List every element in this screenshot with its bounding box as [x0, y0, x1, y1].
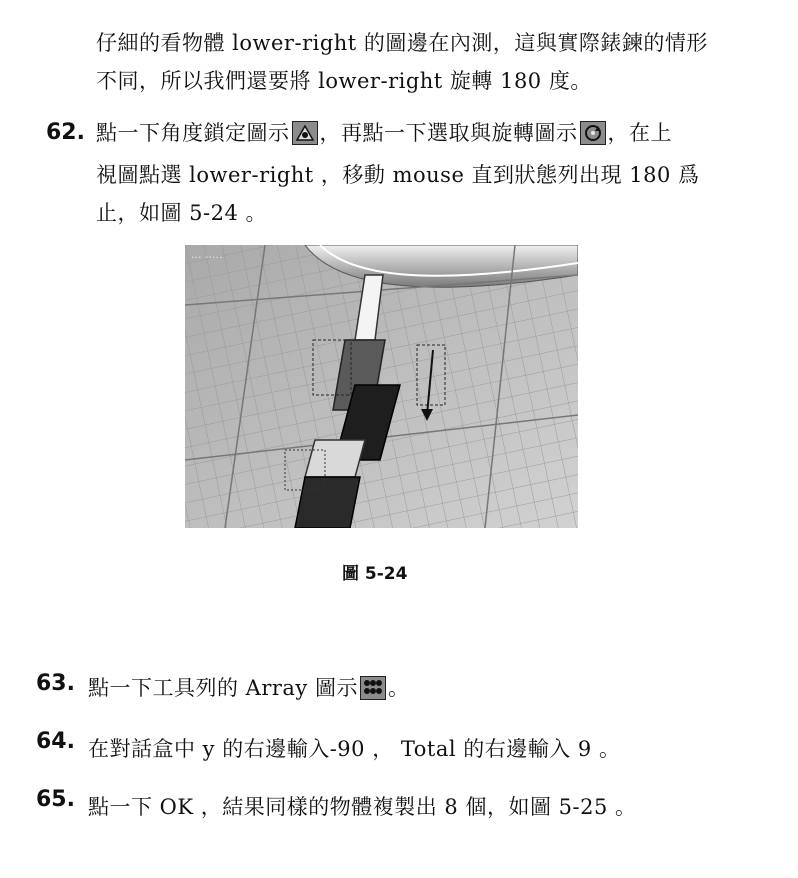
step-64-number: 64.	[36, 729, 75, 754]
select-rotate-icon	[580, 121, 606, 145]
step-62-number: 62.	[46, 120, 85, 145]
step-62-line-1	[96, 118, 672, 148]
step-62-line-3: 止，如圖 5-24 。	[96, 201, 268, 225]
intro-line-2: 不同，所以我們還要將 lower-right 旋轉 180 度。	[96, 69, 592, 93]
array-icon	[360, 676, 386, 700]
viewport-render	[185, 245, 578, 528]
angle-lock-icon	[292, 121, 318, 145]
svg-text:··· ·····: ··· ·····	[191, 251, 223, 264]
intro-line-1: 仔細的看物體 lower-right 的圖邊在內測，這與實際錶鍊的情形	[96, 31, 708, 55]
step-65-line: 點一下 OK ，結果同樣的物體複製出 8 個，如圖 5-25 。	[88, 795, 637, 819]
figure-caption: 圖 5-24	[342, 564, 408, 584]
step-63-number: 63.	[36, 671, 75, 696]
figure-5-24-viewport	[185, 245, 578, 528]
step-62-line-2: 視圖點選 lower-right ，移動 mouse 直到狀態列出現 180 爲	[96, 163, 700, 187]
step-63-line	[88, 673, 409, 703]
step-62-text-b: ，再點一下選取與旋轉圖示	[319, 121, 578, 145]
step-64-line: 在對話盒中 y 的右邊輸入-90 ， Total 的右邊輸入 9 。	[88, 737, 621, 761]
step-65-number: 65.	[36, 787, 75, 812]
step-62-text-c: ，在上	[607, 121, 672, 145]
step-63-text-a: 點一下工具列的 Array 圖示	[88, 676, 358, 700]
step-62-text-a: 點一下角度鎖定圖示	[96, 121, 290, 145]
step-63-text-b: 。	[387, 676, 410, 700]
